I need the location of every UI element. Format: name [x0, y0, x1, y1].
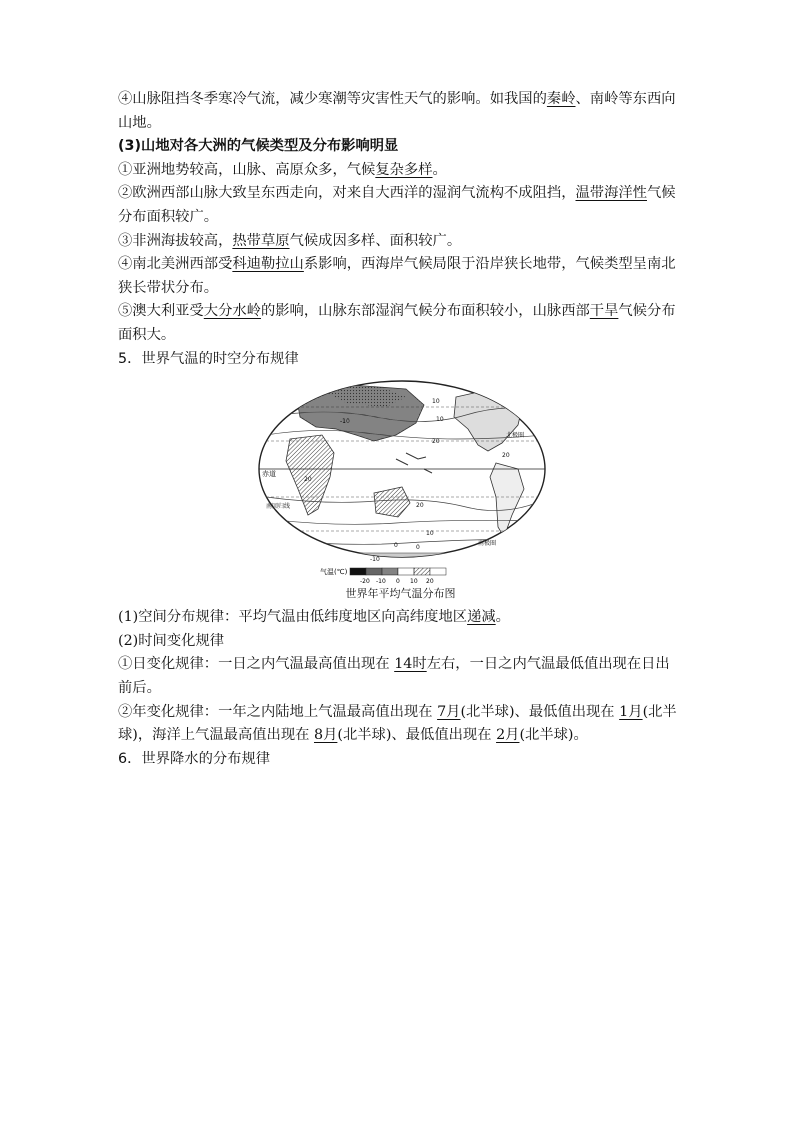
content-column: [118, 88, 683, 771]
isotherm-label: 0: [416, 544, 420, 552]
temperature-map-figure: [118, 373, 683, 606]
greenland: [514, 383, 538, 403]
section-heading-temperature: 5．世界气温的时空分布规律: [118, 350, 299, 367]
text-run: ②年变化规律：一年之内陆地上气温最高值出现在: [118, 703, 438, 720]
text-run: 系影响，西海岸气候局限于沿岸狭长地带，气候类型呈南北狭长带状分布。: [118, 256, 676, 296]
text-run: ④山脉阻挡冬季寒冷气流，减少寒潮等灾害性天气的影响。如我国的: [118, 91, 547, 107]
answer-blank: 干旱: [589, 303, 619, 320]
paragraph-asia: [118, 159, 683, 183]
label-equator: 赤道: [262, 470, 276, 479]
answer-blank: 14时: [394, 656, 427, 673]
paragraph-annual: [118, 701, 683, 748]
temperature-legend: [320, 565, 470, 585]
text-run: ①日变化规律：一日之内气温最高值出现在: [118, 656, 395, 673]
label-antarctic-circle: 南极圈: [478, 540, 497, 548]
answer-blank: 2月: [496, 727, 520, 744]
legend-swatch-cool: [382, 568, 398, 575]
label-arctic-circle: 北极圈: [506, 432, 525, 440]
text-run: ①亚洲地势较高，山脉、高原众多，气候: [118, 161, 376, 178]
isotherm-label: -10: [370, 556, 380, 564]
answer-blank: 复杂多样: [375, 161, 433, 178]
isotherm-label: 10: [432, 398, 440, 406]
text-run: 气候成因多样、面积较广。: [289, 232, 462, 249]
text-run: (北半球)、最低值出现在: [337, 727, 497, 744]
legend-swatch-hot: [430, 568, 446, 575]
text-run: ⑤澳大利亚受: [118, 303, 204, 320]
isotherm-label: 20: [502, 452, 510, 460]
figure-caption: 世界年平均气温分布图: [345, 587, 456, 601]
paragraph-spatial: [118, 606, 683, 630]
isotherm-label: 20: [416, 502, 424, 510]
answer-blank: 大分水岭: [203, 303, 261, 320]
text-run: 。: [432, 161, 447, 178]
legend-tick: -10: [376, 578, 386, 586]
text-run: 气候分布面积大。: [118, 303, 676, 343]
section-heading-precipitation: 6．世界降水的分布规律: [118, 750, 271, 767]
text-run: 气候分布面积较广。: [118, 185, 676, 225]
paragraph-americas: [118, 253, 683, 300]
legend-tick: 10: [410, 578, 418, 586]
legend-swatch-cold: [366, 568, 382, 575]
answer-blank: 1月: [619, 703, 643, 720]
text-run: 的影响，山脉东部湿润气候分布面积较小，山脉西部: [260, 303, 590, 320]
legend-swatch-very-cold: [350, 568, 366, 575]
isotherm-label: 10: [426, 530, 434, 538]
isotherm-label: 10: [436, 416, 444, 424]
text-run: ②欧洲西部山脉大致呈东西走向，对来自大西洋的湿润气流构不成阻挡，: [118, 185, 576, 202]
text-run: (北半球)，海洋上气温最高值出现在: [118, 703, 677, 744]
answer-blank: 科迪勒拉山: [232, 256, 304, 273]
legend-swatch-mild: [398, 568, 414, 575]
paragraph-daily: [118, 653, 683, 700]
legend-tick: 20: [426, 578, 434, 586]
paragraph-europe: [118, 182, 683, 229]
text-run: ④南北美洲西部受: [118, 256, 233, 273]
text-run: ③非洲海拔较高，: [118, 232, 233, 249]
text-run: 左右，一日之内气温最低值出现在日出前后。: [118, 656, 670, 696]
legend-tick: -20: [360, 578, 370, 586]
legend-swatch-warm: [414, 568, 430, 575]
legend-tick: 0: [396, 578, 400, 586]
answer-blank: 8月: [313, 727, 338, 744]
answer-blank: 7月: [437, 703, 461, 720]
isotherm-label: 0: [394, 542, 398, 550]
world-temperature-map: [256, 377, 548, 567]
paragraph-temporal-heading: (2)时间变化规律: [118, 632, 225, 649]
text-run: (北半球)。: [519, 727, 588, 744]
isotherm-label: 20: [304, 476, 312, 484]
text-run: 、南岭等东西向山地。: [118, 91, 676, 131]
answer-blank: 温带海洋性: [575, 185, 647, 202]
paragraph-australia: [118, 300, 683, 347]
label-tropic-south: 南回归线: [266, 503, 291, 511]
legend-title: 气温(℃): [320, 568, 348, 577]
text-run: (北半球)、最低值出现在: [460, 703, 620, 720]
answer-blank: 热带草原: [232, 232, 290, 249]
isotherm-label: -10: [340, 418, 350, 426]
text-run: (1)空间分布规律：平均气温由低纬度地区向高纬度地区: [118, 609, 468, 626]
section-heading: (3)山地对各大洲的气候类型及分布影响明显: [118, 138, 399, 155]
answer-blank: 秦岭: [546, 91, 576, 107]
answer-blank: 递减: [467, 609, 496, 626]
text-run: 。: [495, 609, 510, 626]
paragraph-mountain-block: [118, 88, 683, 135]
isotherm-label: 20: [432, 438, 440, 446]
paragraph-africa: [118, 230, 683, 254]
